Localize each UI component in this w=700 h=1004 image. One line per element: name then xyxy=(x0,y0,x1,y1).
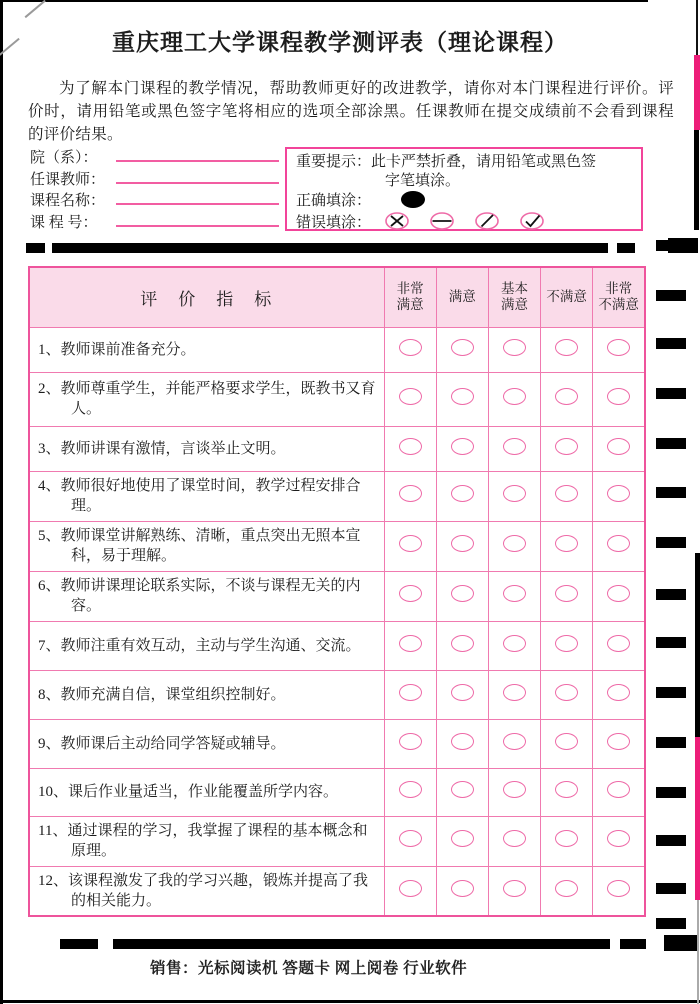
bubble-dissatisfied[interactable] xyxy=(555,880,578,897)
evaluation-table xyxy=(28,266,646,917)
bubble-basically-satisfied[interactable] xyxy=(503,438,526,455)
bubble-very-satisfied[interactable] xyxy=(399,781,422,798)
sync-block xyxy=(664,935,697,951)
question-text: 7、教师注重有效互动，主动与学生沟通、交流。 xyxy=(38,637,361,654)
indicator-header: 评 价 指 标 xyxy=(29,267,384,327)
field-label: 课 程 号： xyxy=(30,214,98,231)
bubble-satisfied[interactable] xyxy=(451,585,474,602)
bubble-very-dissatisfied[interactable] xyxy=(607,485,630,502)
timing-mark xyxy=(656,918,686,929)
bubble-dissatisfied[interactable] xyxy=(555,635,578,652)
bubble-very-dissatisfied[interactable] xyxy=(607,388,630,405)
bubble-basically-satisfied[interactable] xyxy=(503,781,526,798)
timing-mark xyxy=(656,290,686,301)
bubble-basically-satisfied[interactable] xyxy=(503,733,526,750)
sync-dash xyxy=(26,243,45,253)
bubble-satisfied[interactable] xyxy=(451,830,474,847)
course-name-input-line[interactable] xyxy=(116,190,279,205)
bubble-basically-satisfied[interactable] xyxy=(503,684,526,701)
table-row xyxy=(29,471,645,521)
bubble-satisfied[interactable] xyxy=(451,388,474,405)
bubble-very-dissatisfied[interactable] xyxy=(607,880,630,897)
bubble-very-dissatisfied[interactable] xyxy=(607,733,630,750)
ellipse-hline-mark-icon xyxy=(429,211,455,231)
correct-fill-row xyxy=(296,191,633,211)
bubble-basically-satisfied[interactable] xyxy=(503,635,526,652)
bubble-dissatisfied[interactable] xyxy=(555,684,578,701)
sync-dash xyxy=(60,939,98,949)
table-row xyxy=(29,816,645,866)
table-row xyxy=(29,866,645,916)
timing-mark xyxy=(656,240,686,251)
sync-dash xyxy=(620,939,646,949)
notice-line1: 重要提示：此卡严禁折叠，请用铅笔或黑色签 xyxy=(296,154,597,170)
bubble-basically-satisfied[interactable] xyxy=(503,485,526,502)
table-row xyxy=(29,571,645,621)
bubble-basically-satisfied[interactable] xyxy=(503,585,526,602)
table-row xyxy=(29,621,645,670)
bubble-very-satisfied[interactable] xyxy=(399,830,422,847)
bubble-very-satisfied[interactable] xyxy=(399,438,422,455)
page-edge-bottom xyxy=(0,1000,700,1003)
field-course-name xyxy=(30,189,279,211)
bubble-dissatisfied[interactable] xyxy=(555,485,578,502)
edge-bar-black xyxy=(696,0,698,55)
bubble-satisfied[interactable] xyxy=(451,438,474,455)
ellipse-check-mark-icon xyxy=(519,211,545,231)
field-course-number xyxy=(30,211,279,233)
table-row xyxy=(29,521,645,571)
bubble-very-dissatisfied[interactable] xyxy=(607,781,630,798)
timing-mark xyxy=(656,637,686,648)
timing-mark xyxy=(656,438,686,449)
edge-bar-black xyxy=(694,130,699,230)
timing-mark xyxy=(656,537,686,548)
bubble-basically-satisfied[interactable] xyxy=(503,830,526,847)
edge-bar-gray xyxy=(697,900,699,1004)
table-row xyxy=(29,327,645,372)
bubble-very-dissatisfied[interactable] xyxy=(607,585,630,602)
question-text: 6、教师讲课理论联系实际，不谈与课程无关的内容。 xyxy=(38,578,361,614)
scan-artifact xyxy=(25,0,46,18)
instructions-text: 为了解本门课程的教学情况，帮助教师更好的改进教学，请你对本门课程进行评价。评价时，请用铅笔或黑色签字笔将相应的选项全部涂黑。任课教师在提交成绩前不会看到课程的评价结果。 xyxy=(28,80,674,143)
option-header-very-satisfied: 非常 满意 xyxy=(384,267,436,327)
department-input-line[interactable] xyxy=(116,147,279,162)
question-text: 8、教师充满自信，课堂组织控制好。 xyxy=(38,686,286,703)
bubble-very-satisfied[interactable] xyxy=(399,485,422,502)
bubble-basically-satisfied[interactable] xyxy=(503,535,526,552)
table-row xyxy=(29,426,645,471)
bubble-satisfied[interactable] xyxy=(451,339,474,356)
bubble-satisfied[interactable] xyxy=(451,535,474,552)
sync-dash xyxy=(617,243,635,253)
timing-mark xyxy=(656,687,686,698)
question-text: 11、通过课程的学习，我掌握了课程的基本概念和原理。 xyxy=(38,823,368,859)
table-header-row xyxy=(29,267,645,327)
timing-mark xyxy=(656,338,686,349)
bubble-dissatisfied[interactable] xyxy=(555,339,578,356)
question-text: 5、教师课堂讲解熟练、清晰，重点突出无照本宣科，易于理解。 xyxy=(38,528,361,564)
bubble-dissatisfied[interactable] xyxy=(555,585,578,602)
bubble-basically-satisfied[interactable] xyxy=(503,880,526,897)
bubble-very-satisfied[interactable] xyxy=(399,535,422,552)
edge-bar-magenta xyxy=(694,55,700,130)
timing-mark xyxy=(656,787,686,798)
bubble-satisfied[interactable] xyxy=(451,733,474,750)
question-text: 4、教师很好地使用了课堂时间，教学过程安排合理。 xyxy=(38,478,361,514)
bubble-very-satisfied[interactable] xyxy=(399,388,422,405)
bubble-very-dissatisfied[interactable] xyxy=(607,339,630,356)
timing-mark xyxy=(656,487,686,498)
question-text: 10、课后作业量适当，作业能覆盖所学内容。 xyxy=(38,784,339,800)
page-edge-top xyxy=(0,0,648,2)
timing-mark xyxy=(656,388,686,399)
bubble-very-satisfied[interactable] xyxy=(399,880,422,897)
option-header-basically-satisfied: 基本 满意 xyxy=(488,267,540,327)
sync-bar xyxy=(113,939,610,949)
table-row xyxy=(29,670,645,719)
page-edge-left xyxy=(0,0,3,1004)
bubble-very-satisfied[interactable] xyxy=(399,585,422,602)
bubble-very-satisfied[interactable] xyxy=(399,339,422,356)
notice-line2: 字笔填涂。 xyxy=(385,173,461,189)
bubble-satisfied[interactable] xyxy=(451,635,474,652)
bubble-very-dissatisfied[interactable] xyxy=(607,535,630,552)
field-label: 任课教师： xyxy=(30,171,106,188)
important-notice-box xyxy=(285,147,643,231)
question-text: 3、教师讲课有激情，言谈举止文明。 xyxy=(38,440,286,457)
bubble-satisfied[interactable] xyxy=(451,880,474,897)
option-header-satisfied: 满意 xyxy=(436,267,488,327)
question-text: 9、教师课后主动给同学答疑或辅导。 xyxy=(38,735,286,752)
field-department xyxy=(30,146,279,168)
bubble-very-satisfied[interactable] xyxy=(399,733,422,750)
bubble-satisfied[interactable] xyxy=(451,485,474,502)
bubble-satisfied[interactable] xyxy=(451,781,474,798)
table-row xyxy=(29,372,645,426)
timing-mark xyxy=(656,737,686,748)
bubble-very-dissatisfied[interactable] xyxy=(607,635,630,652)
timing-mark xyxy=(656,835,686,846)
filled-ellipse-icon xyxy=(401,191,425,208)
wrong-fill-label: 错误填涂： xyxy=(296,215,372,231)
correct-fill-label: 正确填涂： xyxy=(296,193,372,209)
bubble-very-satisfied[interactable] xyxy=(399,684,422,701)
bubble-very-dissatisfied[interactable] xyxy=(607,438,630,455)
bubble-very-dissatisfied[interactable] xyxy=(607,830,630,847)
bubble-dissatisfied[interactable] xyxy=(555,733,578,750)
question-text: 2、教师尊重学生，并能严格要求学生，既教书又育人。 xyxy=(38,381,376,417)
bubble-very-dissatisfied[interactable] xyxy=(607,684,630,701)
ellipse-slash-mark-icon xyxy=(474,211,500,231)
bubble-basically-satisfied[interactable] xyxy=(503,339,526,356)
edge-bar-black xyxy=(695,553,700,737)
question-text: 12、该课程激发了我的学习兴趣，锻炼并提高了我的相关能力。 xyxy=(38,872,369,909)
sync-bar xyxy=(52,243,608,253)
bubble-basically-satisfied[interactable] xyxy=(503,388,526,405)
option-header-very-dissatisfied: 非常 不满意 xyxy=(593,267,645,327)
question-text: 1、教师课前准备充分。 xyxy=(38,341,196,358)
bubble-satisfied[interactable] xyxy=(451,684,474,701)
bubble-dissatisfied[interactable] xyxy=(555,388,578,405)
teacher-input-line[interactable] xyxy=(116,169,279,184)
bubble-very-satisfied[interactable] xyxy=(399,635,422,652)
bubble-dissatisfied[interactable] xyxy=(555,438,578,455)
page-title: 重庆理工大学课程教学测评表（理论课程） xyxy=(112,30,568,55)
timing-mark xyxy=(656,883,686,894)
ellipse-x-mark-icon xyxy=(384,211,410,231)
table-row xyxy=(29,719,645,768)
bubble-dissatisfied[interactable] xyxy=(555,781,578,798)
field-label: 院（系）： xyxy=(30,150,98,166)
field-teacher xyxy=(30,168,279,190)
course-number-input-line[interactable] xyxy=(116,212,279,227)
field-label: 课程名称： xyxy=(30,193,106,209)
info-fields xyxy=(30,146,279,232)
timing-mark xyxy=(656,589,686,600)
table-row xyxy=(29,768,645,816)
option-header-dissatisfied: 不满意 xyxy=(541,267,593,327)
footer-sales-text: 销售：光标阅读机 答题卡 网上阅卷 行业软件 xyxy=(150,960,468,977)
edge-bar-magenta xyxy=(695,737,700,900)
wrong-fill-row xyxy=(296,211,633,233)
bubble-dissatisfied[interactable] xyxy=(555,535,578,552)
bubble-dissatisfied[interactable] xyxy=(555,830,578,847)
